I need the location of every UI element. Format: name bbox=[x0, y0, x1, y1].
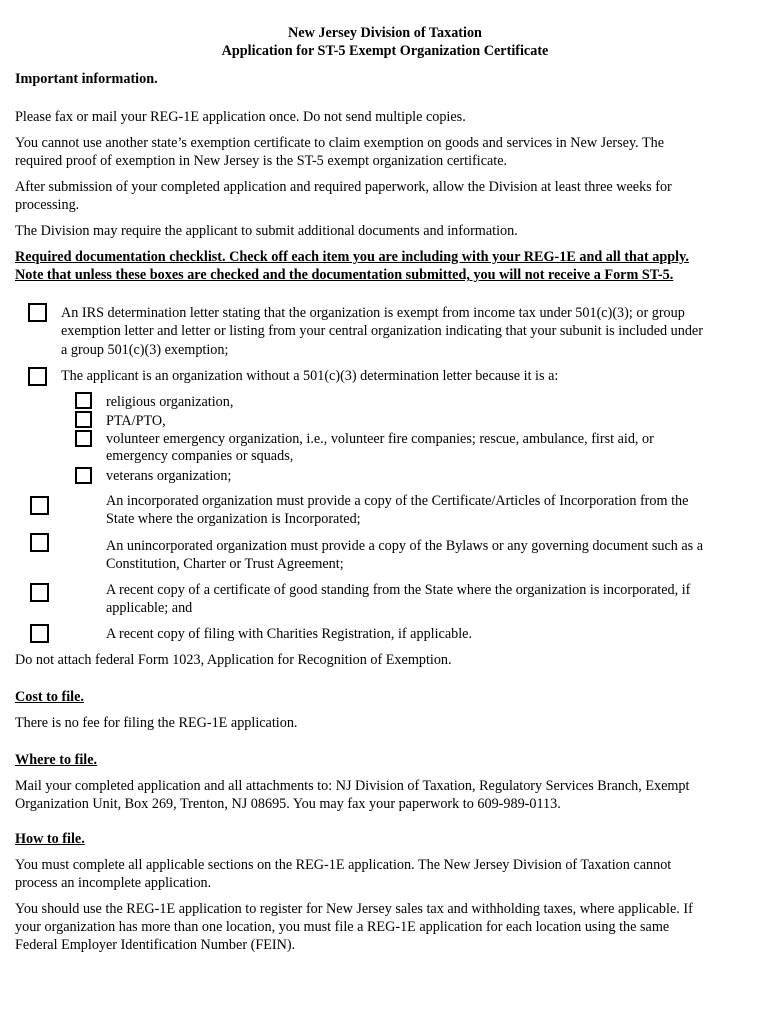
checkbox-good-standing[interactable] bbox=[30, 583, 49, 602]
para-processing-l1: After submission of your completed application and required paperwork, allow the Division at least three weeks for bbox=[15, 179, 672, 195]
checklist-heading-l2: Note that unless these boxes are checked and the documentation submitted, you will not receive a Form ST-5. bbox=[15, 267, 674, 283]
para-processing-l2: processing. bbox=[15, 197, 80, 213]
where-text-l1: Mail your completed application and all attachments to: NJ Division of Taxation, Regulatory Services Branch, Exempt bbox=[15, 778, 690, 794]
checkbox-unincorporated[interactable] bbox=[30, 533, 49, 552]
where-text-l2: Organization Unit, Box 269, Trenton, NJ 08695. You may fax your paperwork to 609-989-0113. bbox=[15, 796, 561, 812]
how-p1-l2: process an incomplete application. bbox=[15, 875, 212, 891]
no-letter-text: The applicant is an organization without a 501(c)(3) determination letter because it is a: bbox=[61, 368, 559, 384]
volunteer-text-l2: emergency companies or squads, bbox=[106, 448, 294, 464]
cost-heading: Cost to file. bbox=[15, 689, 84, 705]
para-fax-mail: Please fax or mail your REG-1E application once. Do not send multiple copies. bbox=[15, 109, 466, 125]
religious-text: religious organization, bbox=[106, 394, 234, 410]
important-heading: Important information. bbox=[15, 71, 158, 87]
where-heading: Where to file. bbox=[15, 752, 98, 768]
good-standing-l2: applicable; and bbox=[106, 600, 193, 616]
checkbox-veterans[interactable] bbox=[75, 467, 92, 484]
checkbox-volunteer[interactable] bbox=[75, 430, 92, 447]
checkbox-irs-letter[interactable] bbox=[28, 303, 47, 322]
incorporated-l1: An incorporated organization must provide a copy of the Certificate/Articles of Incorporation from the bbox=[106, 493, 689, 509]
checkbox-incorporated[interactable] bbox=[30, 496, 49, 515]
how-p2-l2: your organization has more than one location, you must file a REG-1E application for each location using the same bbox=[15, 919, 670, 935]
charities-text: A recent copy of filing with Charities Registration, if applicable. bbox=[106, 626, 473, 642]
unincorporated-l1: An unincorporated organization must provide a copy of the Bylaws or any governing document such as a bbox=[106, 538, 704, 554]
volunteer-text-l1: volunteer emergency organization, i.e., volunteer fire companies; rescue, ambulance, first aid, or bbox=[106, 431, 654, 447]
unincorporated-l2: Constitution, Charter or Trust Agreement; bbox=[106, 556, 344, 572]
para-other-state-l1: You cannot use another state’s exemption certificate to claim exemption on goods and services in New Jersey. The bbox=[15, 135, 665, 151]
para-additional-docs: The Division may require the applicant to submit additional documents and information. bbox=[15, 223, 518, 239]
checkbox-religious[interactable] bbox=[75, 392, 92, 409]
no-attach-note: Do not attach federal Form 1023, Application for Recognition of Exemption. bbox=[15, 652, 452, 668]
veterans-text: veterans organization; bbox=[106, 468, 232, 484]
how-p2-l3: Federal Employer Identification Number (FEIN). bbox=[15, 937, 296, 953]
how-heading: How to file. bbox=[15, 831, 85, 847]
header-title: New Jersey Division of Taxation bbox=[288, 25, 482, 41]
good-standing-l1: A recent copy of a certificate of good standing from the State where the organization is incorporated, if bbox=[106, 582, 691, 598]
how-p2-l1: You should use the REG-1E application to register for New Jersey sales tax and withholding taxes, where applicable. If bbox=[15, 901, 693, 917]
para-other-state-l2: required proof of exemption in New Jersey is the ST-5 exempt organization certificate. bbox=[15, 153, 508, 169]
header-subtitle: Application for ST-5 Exempt Organization Certificate bbox=[221, 43, 549, 59]
irs-letter-l2: exemption letter and letter or listing from your central organization indicating that your subunit is included under bbox=[61, 323, 703, 339]
checklist-heading-l1: Required documentation checklist. Check off each item you are including with your REG-1E and all that apply. bbox=[15, 249, 689, 265]
pta-text: PTA/PTO, bbox=[106, 413, 166, 429]
irs-letter-l1: An IRS determination letter stating that the organization is exempt from income tax under 501(c)(3); or group bbox=[61, 305, 685, 321]
checkbox-no-letter[interactable] bbox=[28, 367, 47, 386]
irs-letter-l3: a group 501(c)(3) exemption; bbox=[61, 342, 229, 358]
incorporated-l2: State where the organization is Incorporated; bbox=[106, 511, 361, 527]
cost-text: There is no fee for filing the REG-1E application. bbox=[15, 715, 298, 731]
how-p1-l1: You must complete all applicable sections on the REG-1E application. The New Jersey Division of Taxation cannot bbox=[15, 857, 672, 873]
checkbox-pta[interactable] bbox=[75, 411, 92, 428]
checkbox-charities[interactable] bbox=[30, 624, 49, 643]
